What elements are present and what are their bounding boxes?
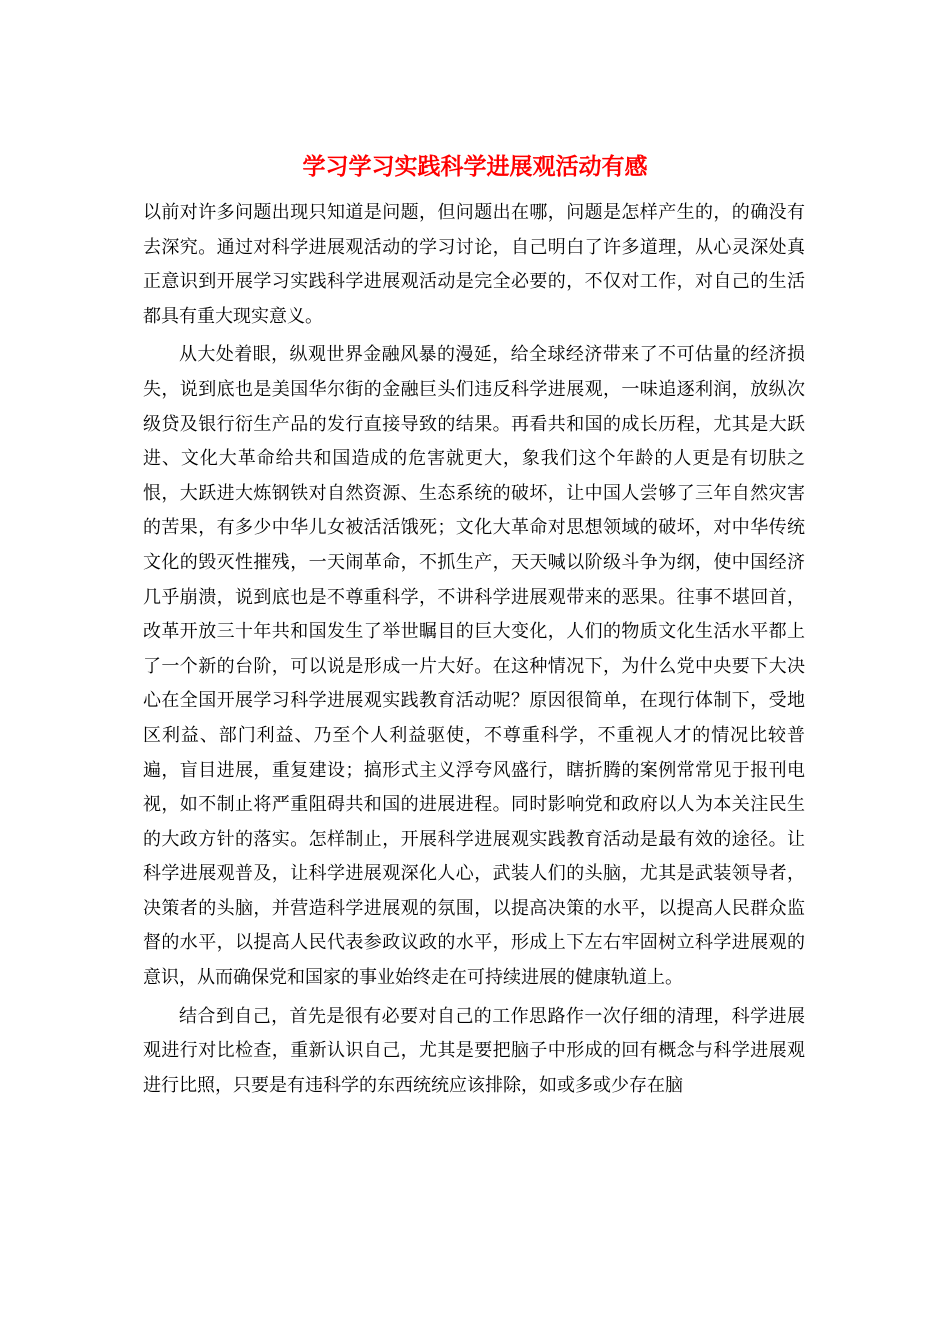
document-title: 学习学习实践科学进展观活动有感	[302, 153, 648, 180]
paragraph-1: 以前对许多问题出现只知道是问题，但问题出在哪，问题是怎样产生的，的确没有去深究。通过对科学进展观活动的学习讨论，自己明白了许多道理，从心灵深处真正意识到开展学习实践科学进展观活动是完全必要的，不仅对工作，对自己的生活都具有重大现实意义。	[143, 202, 805, 327]
paragraph-3: 结合到自己，首先是很有必要对自己的工作思路作一次仔细的清理，科学进展观进行对比检查，重新认识自己，尤其是要把脑子中形成的回有概念与科学进展观进行比照，只要是有违科学的东西统统应该排除，如或多或少存在脑	[143, 1005, 805, 1096]
document-body	[143, 196, 805, 1107]
paragraph-2: 从大处着眼，纵观世界金融风暴的漫延，给全球经济带来了不可估量的经济损失，说到底也是美国华尔街的金融巨头们违反科学进展观，一味追逐利润，放纵次级贷及银行衍生产品的发行直接导致的结果。再看共和国的成长历程，尤其是大跃进、文化大革命给共和国造成的危害就更大，象我们这个年龄的人更是有切肤之恨，大跃进大炼钢铁对自然资源、生态系统的破坏，让中国人尝够了三年自然灾害的苦果，有多少中华儿女被活活饿死；文化大革命对思想领域的破坏，对中华传统文化的毁灭性摧残，一天闹革命，不抓生产，天天喊以阶级斗争为纲，使中国经济几乎崩溃，说到底也是不尊重科学，不讲科学进展观带来的恶果。往事不堪回首，改革开放三十年共和国发生了举世瞩目的巨大变化，人们的物质文化生活水平都上了一个新的台阶，可以说是形成一片大好。在这种情况下，为什么党中央要下大决心在全国开展学习科学进展观实践教育活动呢？原因很简单，在现行体制下，受地区利益、部门利益、乃至个人利益驱使，不尊重科学，不重视人才的情况比较普遍，盲目进展，重复建设；搞形式主义浮夸风盛行，瞎折腾的案例常常见于报刊电视，如不制止将严重阻碍共和国的进展进程。同时影响党和政府以人为本关注民生的大政方针的落实。怎样制止，开展科学进展观实践教育活动是最有效的途径。让科学进展观普及，让科学进展观深化人心，武装人们的头脑，尤其是武装领导者，决策者的头脑，并营造科学进展观的氛围，以提高决策的水平，以提高人民群众监督的水平，以提高人民代表参政议政的水平，形成上下左右牢固树立科学进展观的意识，从而确保党和国家的事业始终走在可持续进展的健康轨道上。	[143, 344, 805, 989]
